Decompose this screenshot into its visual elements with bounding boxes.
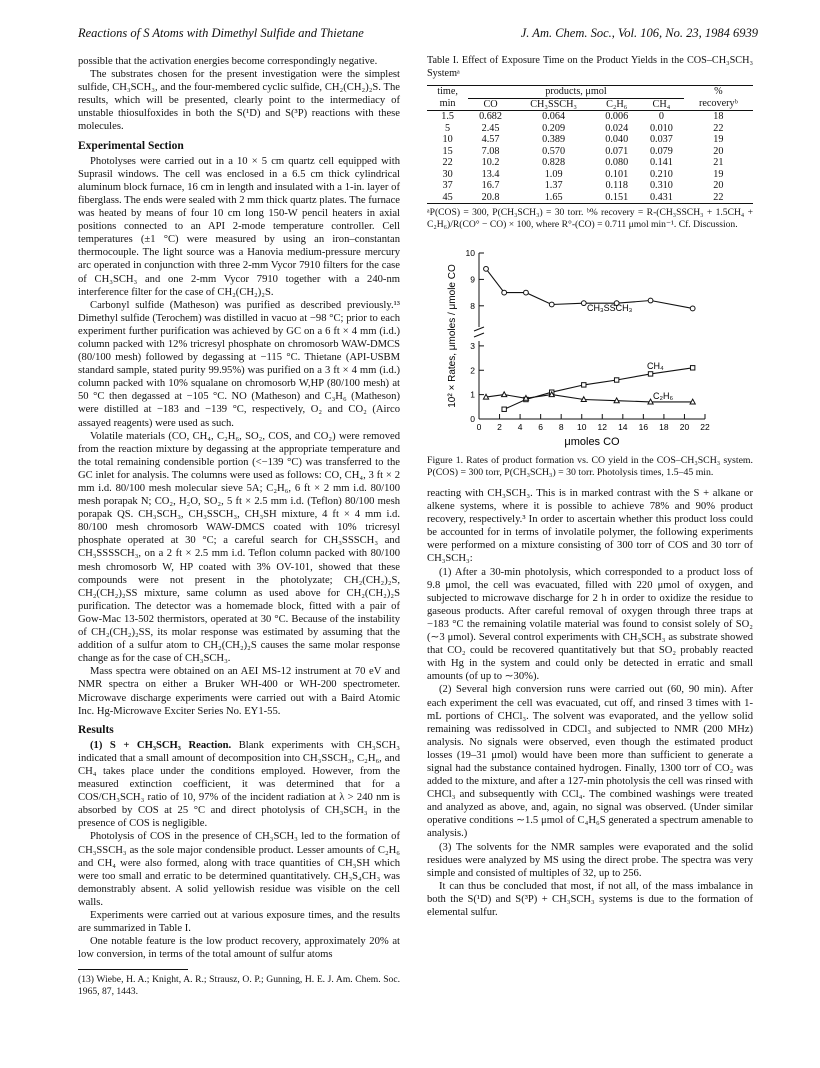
data-point xyxy=(483,394,488,399)
y-tick-label: 3 xyxy=(470,340,475,351)
data-point xyxy=(690,366,694,370)
table-cell: 0.389 xyxy=(542,134,566,145)
table-cell: 0.828 xyxy=(542,157,566,168)
x-tick-label: 10 xyxy=(576,422,587,432)
table-cell: 0.080 xyxy=(605,157,629,168)
figure-1-chart xyxy=(427,241,753,453)
series-label: CH₃SSCH₃ xyxy=(587,303,633,313)
table-cell: 0.071 xyxy=(605,145,629,157)
table-cell: 21 xyxy=(713,157,724,168)
table-cell: 7.08 xyxy=(481,145,500,157)
table-row xyxy=(427,192,753,204)
section-heading-experimental: Experimental Section xyxy=(78,139,184,152)
footnote: (13) Wiebe, H. A.; Knight, A. R.; Strausz, O. P.; Gunning, H. E. J. Am. Chem. Soc. 1965, 87, 1443. xyxy=(78,974,400,998)
x-tick-label: 0 xyxy=(476,422,482,432)
table-cell: 16.7 xyxy=(481,180,500,191)
table-cell: 1.5 xyxy=(441,111,454,122)
table-cell: 5 xyxy=(445,122,451,134)
table-cell: 20 xyxy=(713,180,724,191)
table-cell: 15 xyxy=(442,145,453,157)
table-cell: 0.141 xyxy=(649,157,673,168)
table-cell: 0.209 xyxy=(542,122,566,134)
table-caption: Table I. Effect of Exposure Time on the Product Yields in the COS–CH₃SCH₃ Systemᵃ xyxy=(427,55,753,79)
table-cell: 10 xyxy=(442,134,453,145)
table-row xyxy=(427,146,753,158)
table-header: products, μmol xyxy=(468,86,684,99)
table-cell: 0.079 xyxy=(649,145,673,157)
axis-break-mark xyxy=(474,327,484,337)
table-cell: 0.024 xyxy=(605,122,629,134)
table-header: min xyxy=(439,98,456,110)
paragraph: reacting with CH₃SCH₃. This is in marked contrast with the S + alkane or alkene systems, where it is possible to achieve 78% and 90% product recovery, respectively.³ In order to ascertain whether this product loss could be accounted for in terms of involatile polymer, the following experiments were performed on a mixture consisting of 300 torr of COS and 30 torr of CH₃SCH₃: xyxy=(427,488,753,565)
series-label: CH₄ xyxy=(647,361,664,371)
table-header: recoveryᵇ xyxy=(698,98,738,110)
table-cell: 37 xyxy=(442,180,453,191)
table-row xyxy=(427,123,753,135)
table-1 xyxy=(427,85,753,204)
table-footnote: ᵃP(COS) = 300, P(CH₃SCH₃) = 30 torr. ᵇ% recovery = R-(CH₃SSCH₃ + 1.5CH₄ + C₂H₆)/R(CO° − CO) × 100, where R°-(CO) = 0.711 μmol min⁻¹. Cf. Discussion. xyxy=(427,207,753,230)
paragraph: Photolysis of COS in the presence of CH₃SCH₃ led to the formation of CH₃SSCH₃ as the sole major condensible product. Lesser amounts of C₂H₆ and CH₄ were also formed, along with trace quantities of CH₃SH which were too small and erratic to be determined quantitatively. CH₃S₄CH₃ was demonstrably absent. A solid yellowish residue was visible on the cell walls. xyxy=(78,831,400,908)
data-point xyxy=(524,290,529,295)
table-cell: 30 xyxy=(442,168,453,180)
table-cell: 22 xyxy=(713,122,724,134)
paragraph: Carbonyl sulfide (Matheson) was purified as described previously.¹³ Dimethyl sulfide (Terochem) was distilled in vacuo at −98 °C; prior to each experiment further purification was achieved by GC on a 6 ft × 4 mm (i.d.) column packed with 12% tricresyl phosphate on chromosorb WAW-DMCS (80/100 mesh) followed by degassing at −115 °C. Thietane (API-USBM standard sample, stated purity 99.95%) was purified on a 3 ft × 4 mm (i.d.) column packed with 10% squalane on chromosorb W,HP (80/100 mesh) at 50 °C then degassed at −105 °C. NO (Matheson) and C₃H₆ (Matheson) were distilled at −183 and −139 °C, respectively, O₂ and CO₂ (Airco assayed reagents) were used as such. xyxy=(78,299,400,429)
paragraph: (3) The solvents for the NMR samples were evaporated and the solid residues were analyzed by MS using the direct probe. The spectra was very simple and consisted of multiples of 32, up to 256. xyxy=(427,841,753,879)
y-tick-label: 2 xyxy=(470,365,475,376)
table-header: time, xyxy=(437,86,458,98)
table-cell: 1.09 xyxy=(544,168,563,180)
table-cell: 0.037 xyxy=(649,134,673,145)
table-cell: 10.2 xyxy=(481,157,500,168)
paragraph: One notable feature is the low product recovery, approximately 20% at low conversion, in terms of the total amount of sulfur atoms xyxy=(78,936,400,961)
table-row xyxy=(427,169,753,181)
x-tick-label: 20 xyxy=(679,422,690,432)
y-tick-label: 9 xyxy=(470,274,475,285)
x-tick-label: 4 xyxy=(517,422,523,432)
x-tick-label: 8 xyxy=(558,422,564,432)
table-cell: 0.682 xyxy=(479,111,502,122)
paragraph: Photolyses were carried out in a 10 × 5 cm quartz cell equipped with Suprasil windows. The cell was enclosed in a 6.5 cm thick cylindrical aluminum block furnace, 16 cm in length and insulated with a 1-in. layer of fiberglass. The ends were sealed with 2 mm thick quartz plates. The furnace was heated by means of four 10 cm long 150-W pencil heaters in axial positions connected to an API 2-mode temperature controller. Cell temperatures (±1 °C) were measured by using an iron–constantan thermocouple. The light source was a Hanovia medium-pressure mercury arc operated in conjunction with three 2-mm Vycor 7910 filters for the case of CH₃SCH₃ and one 2-mm Vycor 7910 together with a 240-nm interference filter for the case of CH₂(CH₂)₂S. xyxy=(78,155,400,298)
y-tick-label: 0 xyxy=(470,414,475,424)
paragraph xyxy=(78,739,400,831)
paragraph: It can thus be concluded that most, if not all, of the mass imbalance in both the S(¹D) and S(³P) + CH₃SCH₃ systems is due to the formation of elemental sulfur. xyxy=(427,880,753,918)
paragraph: (1) After a 30-min photolysis, which corresponded to a product loss of 9.8 μmol, the cell was evacuated, filled with 220 μmol of oxygen, and subjected to microwave discharge for 2 h in order to oxidize the residue to gaseous products. After careful removal of oxygen through three traps at −183 °C the remaining volatile material was found to consist solely of SO₂ (∼3 μmol). Several control experiments with CH₃SCH₃ as substrate showed that CO₂ could be recovered quantitatively but that SO₂ probably reacted with Hg in the system and could only be detected in erratic and small amounts (of up to ∼30%). xyxy=(427,566,753,683)
data-point xyxy=(502,290,507,295)
footnote-rule xyxy=(78,969,188,970)
data-point xyxy=(484,266,489,271)
x-tick-label: 18 xyxy=(659,422,669,432)
data-point xyxy=(502,407,506,411)
table-cell: 0.118 xyxy=(605,180,628,191)
figure-caption: Figure 1. Rates of product formation vs. CO yield in the COS–CH₃SCH₃ system. P(COS) = 300 torr, P(CH₃SCH₃) = 30 torr. Photolysis times, 1.5–45 min. xyxy=(427,455,753,478)
data-point xyxy=(581,301,586,306)
table-cell: 0.101 xyxy=(605,168,629,180)
data-point xyxy=(614,378,618,382)
paragraph: Mass spectra were obtained on an AEI MS-12 instrument at 70 eV and NMR spectra on either a Bruker WH-400 or WH-200 spectrometer. Microwave discharge experiments were carried out with a Baird Atomic Inc. Hg-Microwave Exciter Series No. EY1-55. xyxy=(78,666,400,717)
data-point xyxy=(614,398,619,403)
x-tick-label: 2 xyxy=(497,422,502,432)
y-tick-label: 8 xyxy=(470,300,475,311)
table-row xyxy=(427,157,753,169)
table-cell: 1.37 xyxy=(544,180,563,191)
y-tick-label: 1 xyxy=(470,389,475,400)
series-label: C₂H₆ xyxy=(653,391,674,401)
x-axis-label: μmoles CO xyxy=(564,436,620,448)
table-cell: 0 xyxy=(658,111,664,122)
data-point xyxy=(648,298,653,303)
paragraph: The substrates chosen for the present investigation were the simplest sulfide, CH₃SCH₃, and the four-membered cyclic sulfide, CH₂(CH₂)₂S. The results, which will be presented, clearly point to the intermediacy of unstable thiosulfoxides in both the S(¹D) and S(³P) reactions with these molecules. xyxy=(78,69,400,133)
table-cell: 19 xyxy=(713,134,724,145)
running-header xyxy=(78,26,758,41)
data-point xyxy=(523,395,528,400)
paragraph: possible that the activation energies become correspondingly negative. xyxy=(78,56,378,67)
series-line xyxy=(504,368,693,410)
table-cell: 0.010 xyxy=(649,122,673,134)
data-point xyxy=(648,372,652,376)
table-cell: 18 xyxy=(713,111,724,122)
table-cell: 0.570 xyxy=(542,145,566,157)
paragraph-lead: (1) S + CH₃SCH₃ Reaction. xyxy=(90,739,232,751)
table-header: CH₃SSCH₃ xyxy=(530,98,577,110)
table-cell: 20.8 xyxy=(481,191,500,203)
x-tick-label: 16 xyxy=(638,422,649,432)
table-cell: 0.210 xyxy=(649,168,673,180)
data-point xyxy=(549,302,554,307)
table-cell: 0.040 xyxy=(605,134,629,145)
table-cell: 20 xyxy=(713,145,724,157)
table-cell: 0.431 xyxy=(649,191,673,203)
table-cell: 0.064 xyxy=(542,111,566,122)
paragraph: Experiments were carried out at various exposure times, and the results are summarized in Table I. xyxy=(78,910,400,935)
data-point xyxy=(690,306,695,311)
table-header: CO xyxy=(483,98,498,110)
table-row xyxy=(427,111,753,123)
left-column xyxy=(78,55,400,998)
paragraph-body: Blank experiments with CH₃SCH₃ indicated that a small amount of decomposition into CH₃SSCH₃, C₂H₆, and CH₄ takes place under the conditions employed. However, from the measured extinction coefficient, it was determined that for a COS/CH₃SCH₃ ratio of 10, 97% of the incident radiation at λ > 240 nm is absorbed by COS at 25 °C and direct photolysis of CH₃SCH₃ in the presence of COS is negligible. xyxy=(78,739,400,830)
header-title: Reactions of S Atoms with Dimethyl Sulfide and Thietane xyxy=(78,26,364,40)
table-cell: 1.65 xyxy=(544,191,563,203)
paragraph: (2) Several high conversion runs were carried out (60, 90 min). After each experiment the cell was evacuated, cut off, and rinsed 3 times with 1-mL portions of CHCl₃. The solvent was evaporated, and the yellow solid remaining was redissolved in CDCl₃ and subjected to NMR (200 MHz) analysis. No signals were observed, even though the estimated product losses (19–31 μmol) would have been more than sufficient to generate a signal had the substance contained hydrogen. Finally, 1300 torr of CO₂ was added to the mixture, and after a 127-min photolysis the cell was rinsed with CHCl₃ and subsequently with CCl₄. The combined washings were treated and analyzed as above, and, again, no signal was observed. (Under similar operative conditions ∼1.5 μmol of C₄H₆S generated a spectrum amenable to analysis.) xyxy=(427,684,753,840)
y-axis-label: 10² × Rates, μmoles / μmole CO xyxy=(447,264,458,408)
x-tick-label: 6 xyxy=(538,422,544,432)
x-tick-label: 12 xyxy=(597,422,608,432)
table-row xyxy=(427,180,753,192)
table-header: % xyxy=(714,86,723,98)
data-point xyxy=(502,392,507,397)
table-cell: 13.4 xyxy=(481,168,500,180)
data-point xyxy=(581,397,586,402)
table-cell: 22 xyxy=(442,157,453,168)
data-point xyxy=(690,399,695,404)
data-point xyxy=(582,383,586,387)
table-cell: 2.45 xyxy=(481,122,500,134)
table-header: C₂H₆ xyxy=(606,98,628,110)
table-cell: 0.006 xyxy=(605,111,629,122)
table-cell: 45 xyxy=(442,191,453,203)
table-cell: 0.310 xyxy=(649,180,673,191)
y-tick-label: 10 xyxy=(465,248,475,258)
header-journal: J. Am. Chem. Soc., Vol. 106, No. 23, 1984 6939 xyxy=(520,26,758,40)
section-heading-results: Results xyxy=(78,723,114,736)
table-cell: 0.151 xyxy=(605,191,629,203)
table-row xyxy=(427,134,753,146)
x-tick-label: 14 xyxy=(618,422,628,432)
table-cell: 19 xyxy=(713,168,724,180)
right-column xyxy=(427,55,753,919)
table-body xyxy=(427,111,753,204)
paragraph: Volatile materials (CO, CH₄, C₂H₆, SO₂, COS, and CO₂) were removed from the reaction mixture by degassing at the appropriate temperature and the total remaining condensible portion (<−139 °C) was transferred to the GC inlet for analysis. The columns were used as follows: CO, CH₄, 3 ft × 2 mm i.d. 80/100 mesh molecular sieve 5A; C₂H₆, 6 ft × 2 mm i.d. 80/100 mesh porapak N; CO₂, H₂O, SO₂, 5 ft × 2.5 mm i.d. (Teflon) 80/100 mesh porapak QS. CH₃SCH₃, CH₃SSCH₃, CH₃SH mixture, 4 ft × 4 mm i.d. 80/100 mesh chromosorb WAW-DMCS coated with 10% tricresyl phosphate operated at 30 °C; a careful search for CH₃SSSCH₃ and CH₃SSSSCH₃, on a 2 ft × 2.5 mm i.d. Teflon column packed with 80/100 mesh chromosorb W, HP coated with 3% OV-101, showed that these compounds were not present in the photolyzate; CH₂(CH₂)₂S, CH₂(CH₂)₂SS mixture, same column as used above for CH₂(CH₂)₂S purification. The detector was a homemade block, fitted with a pair of Gow-Mac 13-502 thermistors, operated at 30 °C. Because of the instability of CH₂(CH₂)₂SS, its molar response was estimated by assuming that the addition of a sulfur atom to CH₂(CH₂)₂S causes the same molar response change as for the case of CH₃SCH₃. xyxy=(78,430,400,665)
table-header: CH₄ xyxy=(652,98,671,110)
table-cell: 22 xyxy=(713,191,724,203)
table-cell: 4.57 xyxy=(481,134,500,145)
x-tick-label: 22 xyxy=(700,422,710,432)
